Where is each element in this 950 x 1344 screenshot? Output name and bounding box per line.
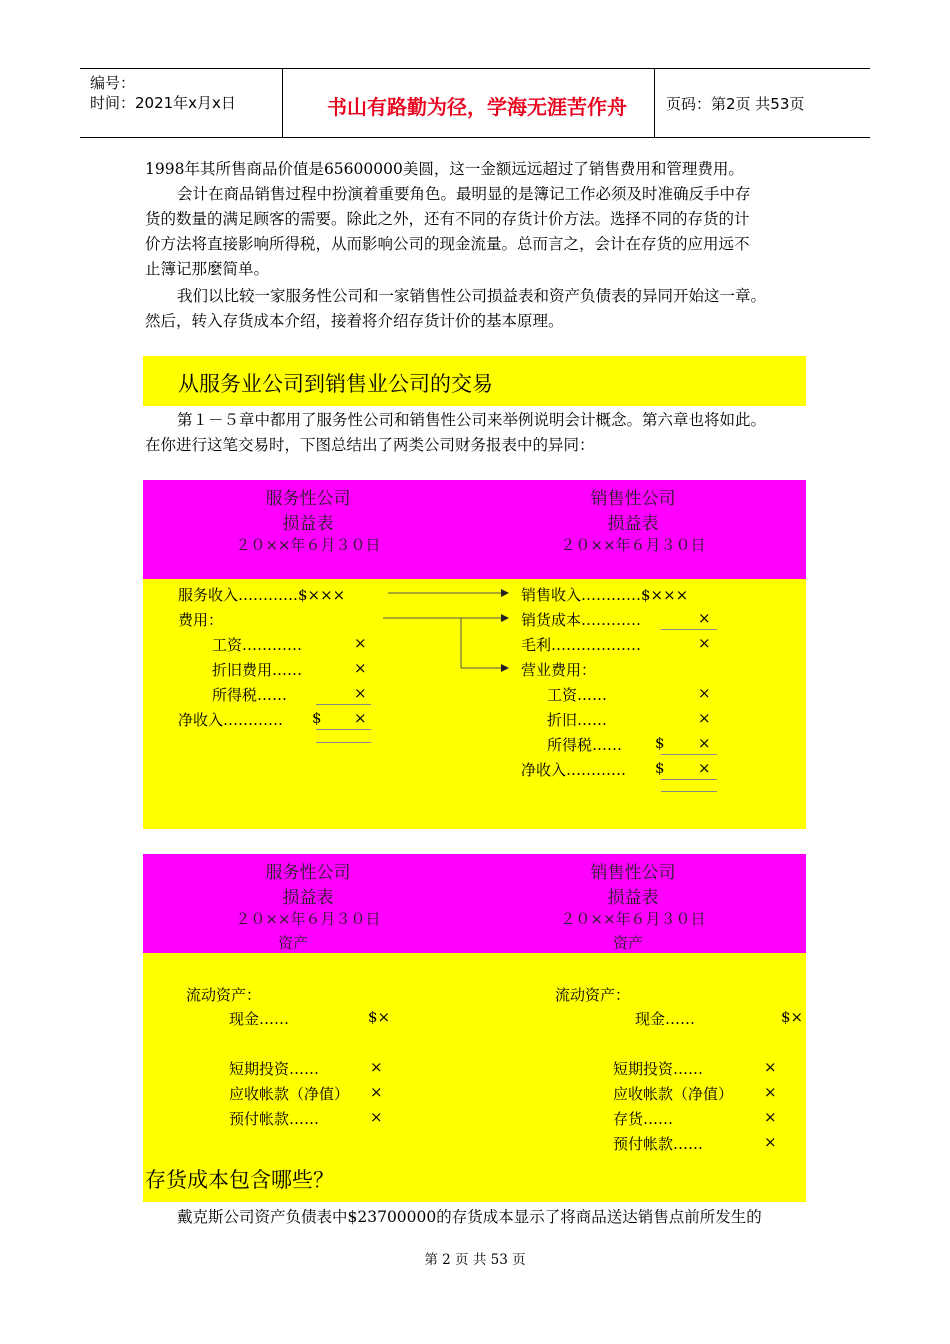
gross-profit-value: × [698,634,711,652]
net-income-dollar: $ [655,759,665,777]
expenses-label: 费用： [178,611,224,629]
header-divider [654,69,655,137]
prepaid-value: × [370,1108,383,1126]
header-divider [282,69,283,137]
intro-line: 止簿记那麼简单。 [145,260,270,278]
income-left-subtitle: 损益表 [282,514,334,534]
section-text: 戴克斯公司资产负债表中$23700000的存货成本显示了将商品送达销售点前所发生的 [177,1208,762,1226]
accounts-receivable-value: × [764,1083,777,1101]
sales-revenue-row: 销售收入…………$××× [521,586,689,604]
balance-right-subtitle: 损益表 [607,888,659,908]
section-heading: 存货成本包含哪些？ [145,1168,334,1192]
total-rule [316,729,371,730]
balance-left-assets: 资产 [277,934,308,952]
intro-line: 会计在商品销售过程中扮演着重要角色。最明显的是簿记工作必须及时准确反手中存 [177,185,751,203]
income-header-band [143,480,806,579]
intro-line: 我们以比较一家服务性公司和一家销售性公司损益表和资产负债表的异同开始这一章。 [177,287,767,305]
wages-label: 工资………… [212,636,303,654]
balance-left-title: 服务性公司 [265,863,351,883]
short-term-investments-value: × [370,1058,383,1076]
net-income-label: 净收入………… [178,711,284,729]
cash-label: 现金…… [229,1010,290,1028]
section-text: 第１－５章中都用了服务性公司和销售性公司来举例说明会计概念。第六章也将如此。 [177,411,767,429]
balance-right-date: ２０××年６月３０日 [560,910,706,928]
accounts-receivable-label: 应收帐款（净值） [613,1085,734,1103]
section-heading-box [143,356,806,406]
income-right-date: ２０××年６月３０日 [560,536,706,554]
depreciation-label: 折旧费用…… [212,661,303,679]
page-footer: 第 2 页 共 53 页 [424,1252,526,1268]
cash-value: $× [781,1008,804,1026]
income-tax-dollar: $ [655,734,665,752]
current-assets-label: 流动资产： [186,986,262,1004]
balance-header-band [143,854,806,953]
balance-body [143,953,806,1202]
income-left-date: ２０××年６月３０日 [235,536,381,554]
intro-line: 价方法将直接影响所得税，从而影响公司的现金流量。总而言之，会计在存货的应用远不 [145,235,750,253]
income-tax-value: × [354,684,367,702]
accounts-receivable-value: × [370,1083,383,1101]
cash-value: $× [368,1008,391,1026]
gross-profit-label: 毛利……………… [521,636,642,654]
net-income-value: × [354,709,367,727]
depreciation-value: × [698,709,711,727]
cash-label: 现金…… [635,1010,696,1028]
income-tax-value: × [698,734,711,752]
short-term-investments-value: × [764,1058,777,1076]
balance-right-assets: 资产 [612,934,643,952]
total-rule [316,742,371,743]
income-tax-label: 所得税…… [212,686,288,704]
income-right-title: 销售性公司 [590,489,676,509]
cogs-label: 销货成本………… [521,611,642,629]
depreciation-value: × [354,659,367,677]
prepaid-value: × [764,1133,777,1151]
doc-number: 编号： [90,74,136,92]
section-heading: 从服务业公司到销售业公司的交易 [178,372,493,396]
page-header [80,68,870,138]
current-assets-label: 流动资产： [555,986,631,1004]
intro-line: 货的数量的满足顾客的需要。除此之外，还有不同的存货计价方法。选择不同的存货的计 [145,210,750,228]
prepaid-label: 预付帐款…… [613,1135,704,1153]
short-term-investments-label: 短期投资…… [229,1060,320,1078]
operating-expenses-label: 营业费用： [521,661,597,679]
page-counter: 页码：第2页 共53页 [666,95,805,113]
service-revenue-row: 服务收入…………$××× [178,586,346,604]
net-income-label: 净收入………… [521,761,627,779]
subtotal-rule [661,629,717,630]
balance-left-subtitle: 损益表 [282,888,334,908]
balance-left-date: ２０××年６月３０日 [235,910,381,928]
net-income-value: × [698,759,711,777]
short-term-investments-label: 短期投资…… [613,1060,704,1078]
income-left-title: 服务性公司 [265,489,351,509]
accounts-receivable-label: 应收帐款（净值） [229,1085,350,1103]
total-rule [661,791,717,792]
balance-right-title: 销售性公司 [590,863,676,883]
header-motto: 书山有路勤为径，学海无涯苦作舟 [327,95,627,119]
income-tax-label: 所得税…… [547,736,623,754]
inventory-label: 存货…… [613,1110,674,1128]
wages-label: 工资…… [547,686,608,704]
total-rule [661,779,717,780]
subtotal-rule [316,704,371,705]
wages-value: × [698,684,711,702]
net-income-dollar: $ [312,709,322,727]
intro-line: 1998年其所售商品价值是65600000美圆，这一金额远远超过了销售费用和管理费用。 [145,160,744,178]
doc-time: 时间：2021年x月x日 [90,94,236,112]
mapping-arrows [383,579,533,679]
prepaid-label: 预付帐款…… [229,1110,320,1128]
header-meta [90,73,236,113]
inventory-value: × [764,1108,777,1126]
depreciation-label: 折旧…… [547,711,608,729]
income-body [143,579,806,829]
intro-line: 然后，转入存货成本介绍，接着将介绍存货计价的基本原理。 [145,312,564,330]
wages-value: × [354,634,367,652]
cogs-value: × [698,609,711,627]
subtotal-rule [661,754,717,755]
section-text: 在你进行这笔交易时，下图总结出了两类公司财务报表中的异同： [145,436,595,454]
income-right-subtitle: 损益表 [607,514,659,534]
